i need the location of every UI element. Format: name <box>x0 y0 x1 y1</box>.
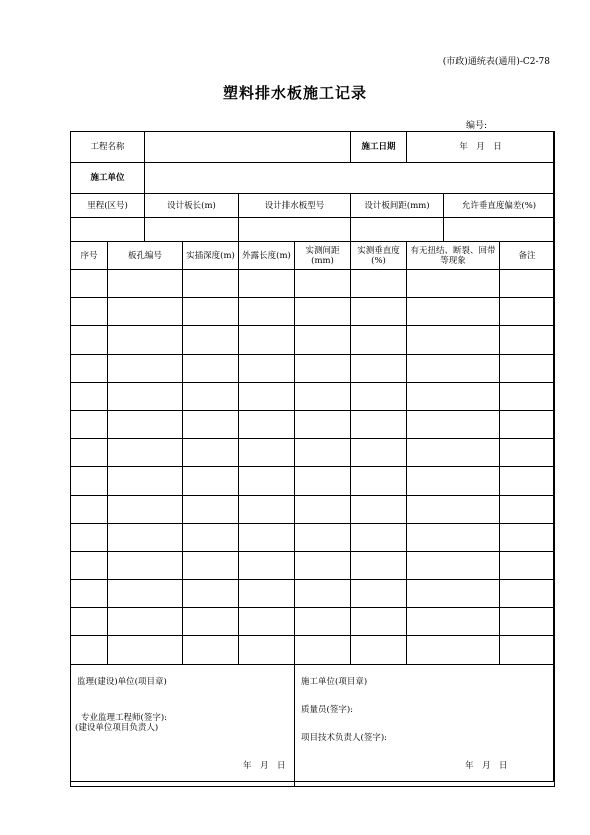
table-cell[interactable] <box>239 580 295 608</box>
contractor-date[interactable]: 年 月 日 <box>465 760 508 771</box>
supervising-engineer-signature[interactable]: 专业监理工程师(签字): <box>81 712 167 723</box>
table-cell[interactable] <box>108 354 183 382</box>
table-cell[interactable] <box>71 298 108 326</box>
construction-unit-label: 施工单位 <box>71 163 145 194</box>
table-cell[interactable] <box>183 326 239 354</box>
table-cell[interactable] <box>108 580 183 608</box>
table-cell[interactable] <box>183 382 239 410</box>
table-cell[interactable] <box>239 298 295 326</box>
table-cell[interactable] <box>295 410 351 438</box>
table-cell[interactable] <box>183 467 239 495</box>
table-cell[interactable] <box>295 439 351 467</box>
table-cell[interactable] <box>407 270 500 298</box>
column-header-6: 有无扭结、断裂、回带等现象 <box>407 242 500 270</box>
table-cell[interactable] <box>295 382 351 410</box>
table-cell[interactable] <box>500 523 555 551</box>
table-cell[interactable] <box>500 410 555 438</box>
column-header-2: 实插深度(m) <box>183 242 239 270</box>
table-cell[interactable] <box>239 326 295 354</box>
column-header-4: 实测间距(mm) <box>295 242 351 270</box>
table-cell[interactable] <box>108 410 183 438</box>
column-header-5: 实测垂直度(%) <box>351 242 407 270</box>
table-cell[interactable] <box>183 608 239 636</box>
table-cell[interactable] <box>239 382 295 410</box>
table-cell[interactable] <box>295 580 351 608</box>
design-header-1: 设计板长(m) <box>145 194 239 218</box>
table-cell[interactable] <box>500 382 555 410</box>
supervision-date[interactable]: 年 月 日 <box>243 760 286 771</box>
table-cell[interactable] <box>295 354 351 382</box>
project-name-field[interactable] <box>145 132 351 163</box>
table-cell[interactable] <box>500 608 555 636</box>
table-cell[interactable] <box>71 354 108 382</box>
table-cell[interactable] <box>108 382 183 410</box>
table-cell[interactable] <box>351 410 407 438</box>
table-cell[interactable] <box>239 410 295 438</box>
column-header-1: 板孔编号 <box>108 242 183 270</box>
table-row <box>71 636 555 664</box>
design-header-0: 里程(区号) <box>71 194 145 218</box>
record-form <box>70 131 555 787</box>
table-row <box>71 326 555 354</box>
table-cell[interactable] <box>295 467 351 495</box>
table-cell[interactable] <box>407 636 500 664</box>
table-row <box>71 354 555 382</box>
table-cell[interactable] <box>108 523 183 551</box>
table-cell[interactable] <box>295 636 351 664</box>
table-cell[interactable] <box>239 551 295 579</box>
table-cell[interactable] <box>407 551 500 579</box>
design-header-4: 允许垂直度偏差(%) <box>444 194 555 218</box>
table-cell[interactable] <box>351 608 407 636</box>
table-cell[interactable] <box>407 608 500 636</box>
table-cell[interactable] <box>183 551 239 579</box>
table-cell[interactable] <box>407 523 500 551</box>
column-header-3: 外露长度(m) <box>239 242 295 270</box>
table-cell[interactable] <box>239 523 295 551</box>
table-cell[interactable] <box>295 270 351 298</box>
table-cell[interactable] <box>71 580 108 608</box>
table-cell[interactable] <box>108 467 183 495</box>
table-cell[interactable] <box>71 326 108 354</box>
table-cell[interactable] <box>71 382 108 410</box>
table-cell[interactable] <box>407 580 500 608</box>
table-cell[interactable] <box>71 608 108 636</box>
table-cell[interactable] <box>239 495 295 523</box>
design-value-field-4[interactable] <box>444 218 555 242</box>
table-cell[interactable] <box>500 354 555 382</box>
table-cell[interactable] <box>183 523 239 551</box>
table-cell[interactable] <box>295 326 351 354</box>
table-cell[interactable] <box>183 270 239 298</box>
table-cell[interactable] <box>239 636 295 664</box>
table-cell[interactable] <box>71 636 108 664</box>
table-cell[interactable] <box>351 580 407 608</box>
table-cell[interactable] <box>407 467 500 495</box>
table-row <box>71 523 555 551</box>
table-cell[interactable] <box>108 439 183 467</box>
design-header-3: 设计板间距(mm) <box>351 194 444 218</box>
table-row <box>71 270 555 298</box>
table-cell[interactable] <box>295 551 351 579</box>
page-title: 塑料排水板施工记录 <box>222 84 367 102</box>
table-cell[interactable] <box>295 523 351 551</box>
table-cell[interactable] <box>295 495 351 523</box>
technical-lead-signature[interactable]: 项目技术负责人(签字): <box>301 732 388 743</box>
contractor-unit-label: 施工单位(项目章) <box>301 676 368 687</box>
table-row <box>71 551 555 579</box>
table-cell[interactable] <box>71 523 108 551</box>
table-cell[interactable] <box>351 523 407 551</box>
design-value-field-3[interactable] <box>351 218 444 242</box>
table-cell[interactable] <box>407 410 500 438</box>
record-header-row <box>71 242 555 270</box>
serial-number-label: 编号: <box>466 121 488 131</box>
column-header-0: 序号 <box>71 242 108 270</box>
design-value-field-0[interactable] <box>71 218 145 242</box>
table-row <box>71 410 555 438</box>
table-cell[interactable] <box>500 495 555 523</box>
table-cell[interactable] <box>108 636 183 664</box>
construction-date-field[interactable]: 年 月 日 <box>407 132 555 163</box>
table-row <box>71 580 555 608</box>
table-cell[interactable] <box>239 467 295 495</box>
design-values-row <box>71 218 555 242</box>
table-cell[interactable] <box>351 467 407 495</box>
table-cell[interactable] <box>500 326 555 354</box>
form-code: (市政)通统表(通用)-C2-78 <box>442 57 550 67</box>
table-cell[interactable] <box>500 298 555 326</box>
table-cell[interactable] <box>351 326 407 354</box>
table-cell[interactable] <box>183 410 239 438</box>
project-name-row <box>71 132 555 163</box>
table-cell[interactable] <box>500 467 555 495</box>
table-cell[interactable] <box>407 354 500 382</box>
construction-unit-row <box>71 163 555 194</box>
owner-project-lead-note: (建设单位项目负责人) <box>75 722 159 733</box>
design-value-field-2[interactable] <box>239 218 351 242</box>
table-cell[interactable] <box>407 326 500 354</box>
table-cell[interactable] <box>351 354 407 382</box>
table-cell[interactable] <box>351 551 407 579</box>
table-row <box>71 495 555 523</box>
supervision-unit-label: 监理(建设)单位(项目章) <box>77 676 167 687</box>
table-cell[interactable] <box>407 298 500 326</box>
table-cell[interactable] <box>71 270 108 298</box>
table-cell[interactable] <box>183 439 239 467</box>
table-cell[interactable] <box>108 270 183 298</box>
table-cell[interactable] <box>108 495 183 523</box>
design-value-field-1[interactable] <box>145 218 239 242</box>
table-cell[interactable] <box>407 382 500 410</box>
signature-row <box>71 664 555 786</box>
table-cell[interactable] <box>351 495 407 523</box>
table-row <box>71 608 555 636</box>
table-cell[interactable] <box>500 439 555 467</box>
table-cell[interactable] <box>407 495 500 523</box>
table-row <box>71 298 555 326</box>
table-cell[interactable] <box>351 270 407 298</box>
table-cell[interactable] <box>183 580 239 608</box>
table-cell[interactable] <box>71 551 108 579</box>
project-name-label: 工程名称 <box>71 132 145 163</box>
construction-date-label: 施工日期 <box>351 132 407 163</box>
table-cell[interactable] <box>183 298 239 326</box>
table-cell[interactable] <box>351 382 407 410</box>
table-cell[interactable] <box>183 495 239 523</box>
table-cell[interactable] <box>500 270 555 298</box>
design-header-row <box>71 194 555 218</box>
table-cell[interactable] <box>108 608 183 636</box>
construction-unit-field[interactable] <box>145 163 555 194</box>
table-cell[interactable] <box>500 551 555 579</box>
table-cell[interactable] <box>351 439 407 467</box>
table-cell[interactable] <box>71 467 108 495</box>
table-cell[interactable] <box>239 270 295 298</box>
table-cell[interactable] <box>183 636 239 664</box>
table-cell[interactable] <box>239 439 295 467</box>
column-header-7: 备注 <box>500 242 555 270</box>
table-row <box>71 382 555 410</box>
table-cell[interactable] <box>500 580 555 608</box>
table-cell[interactable] <box>108 298 183 326</box>
table-cell[interactable] <box>71 410 108 438</box>
table-cell[interactable] <box>351 298 407 326</box>
supervision-signature-block <box>71 664 295 786</box>
table-cell[interactable] <box>407 439 500 467</box>
table-cell[interactable] <box>295 298 351 326</box>
table-row <box>71 467 555 495</box>
contractor-signature-block <box>295 664 555 786</box>
table-cell[interactable] <box>239 354 295 382</box>
table-cell[interactable] <box>183 354 239 382</box>
table-cell[interactable] <box>108 551 183 579</box>
table-cell[interactable] <box>239 608 295 636</box>
design-header-2: 设计排水板型号 <box>239 194 351 218</box>
table-cell[interactable] <box>295 608 351 636</box>
table-cell[interactable] <box>108 326 183 354</box>
table-cell[interactable] <box>500 636 555 664</box>
table-cell[interactable] <box>351 636 407 664</box>
quality-inspector-signature[interactable]: 质量员(签字): <box>301 704 354 715</box>
table-row <box>71 439 555 467</box>
table-cell[interactable] <box>71 495 108 523</box>
table-cell[interactable] <box>71 439 108 467</box>
